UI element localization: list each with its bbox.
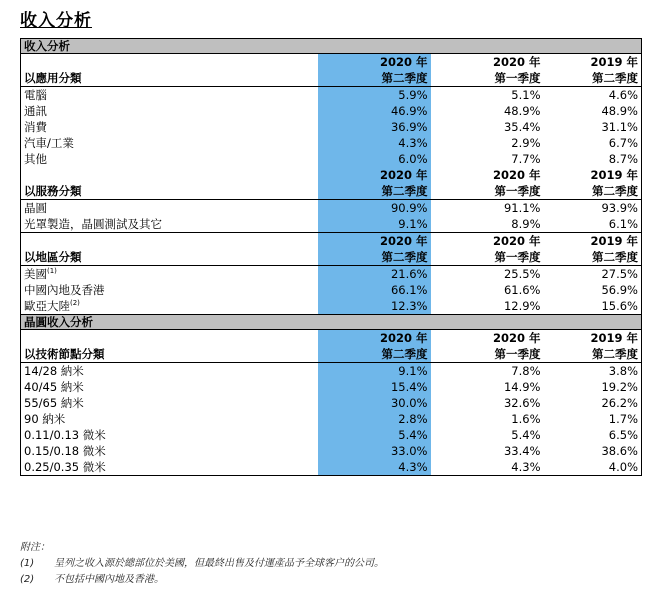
value-cell: 6.0% [318, 151, 431, 167]
table-row [21, 411, 642, 427]
value-cell: 5.4% [511, 428, 541, 442]
row-label [21, 379, 318, 395]
row-label [21, 395, 318, 411]
table-row [21, 216, 642, 233]
value-cell: 6.7% [544, 135, 642, 151]
value-cell: 3.8% [544, 363, 642, 380]
row-label [21, 216, 318, 233]
period-header-row [21, 167, 642, 183]
row-label [21, 282, 318, 298]
value-cell: 4.3% [431, 459, 544, 476]
value-cell: 15.6% [544, 298, 642, 315]
footnotes-heading: 附注： [20, 542, 50, 553]
value-cell: 5.4% [318, 427, 431, 443]
value-cell: 8.7% [544, 151, 642, 167]
row-label [21, 298, 318, 315]
value-cell: 15.4% [318, 379, 431, 395]
page-title: 收入分析 [20, 11, 92, 31]
period-quarter: 第二季度 [544, 346, 642, 363]
value-cell: 4.3% [318, 135, 431, 151]
value-cell: 4.6% [544, 87, 642, 104]
section-header-revenue [21, 39, 642, 54]
period-year: 2020 年 [318, 167, 431, 183]
period-year: 2020 年 [492, 331, 541, 345]
section-header-label: 收入分析 [21, 39, 642, 54]
period-header-row [21, 346, 642, 363]
row-label [21, 151, 318, 167]
row-label [21, 363, 318, 380]
table-row [21, 459, 642, 476]
row-label-text: 0.25/0.35 微米 [24, 460, 106, 474]
period-quarter: 第一季度 [431, 70, 544, 87]
value-cell: 9.1% [318, 216, 431, 233]
row-label-text: 55/65 納米 [24, 396, 84, 410]
value-cell: 7.7% [511, 152, 541, 166]
footnote-mark: (2) [20, 574, 35, 585]
value-cell: 12.9% [431, 298, 544, 315]
value-cell: 14.9% [503, 380, 541, 394]
period-quarter: 第一季度 [431, 249, 544, 266]
row-label-text: 中國內地及香港 [24, 283, 105, 297]
row-label-text: 其他 [24, 152, 47, 166]
section-header-wafer [21, 315, 642, 330]
table-row [21, 151, 642, 167]
table-row [21, 379, 642, 395]
empty-cell [21, 233, 318, 250]
value-cell: 2.9% [511, 136, 541, 150]
period-header-row [21, 183, 642, 200]
footnote-mark: (1) [20, 558, 35, 569]
period-quarter: 第二季度 [544, 249, 642, 266]
row-label [21, 87, 318, 104]
period-year: 2019 年 [544, 233, 642, 250]
value-cell: 91.1% [503, 201, 541, 215]
row-label-text: 90 納米 [24, 412, 66, 426]
value-cell: 33.4% [503, 444, 541, 458]
period-quarter: 第二季度 [318, 70, 431, 87]
value-cell: 36.9% [318, 119, 431, 135]
value-cell: 66.1% [318, 282, 431, 298]
table-row [21, 443, 642, 459]
period-year: 2020 年 [492, 168, 541, 182]
value-cell: 8.9% [431, 216, 544, 233]
group-label: 以服務分類 [21, 183, 318, 200]
row-label-text: 40/45 納米 [24, 380, 84, 394]
value-cell: 61.6% [503, 283, 541, 297]
value-cell: 56.9% [544, 282, 642, 298]
row-label [21, 266, 318, 283]
footnotes [20, 540, 384, 588]
table-row [21, 427, 642, 443]
value-cell: 2.8% [318, 411, 431, 427]
table-row [21, 200, 642, 217]
table-row [21, 395, 642, 411]
row-label-text: 汽車/工業 [24, 136, 74, 150]
value-cell: 19.2% [544, 379, 642, 395]
value-cell: 38.6% [544, 443, 642, 459]
row-label-text: 晶圓 [24, 201, 47, 215]
period-quarter: 第二季度 [318, 183, 431, 200]
row-label-text: 0.11/0.13 微米 [24, 428, 106, 442]
row-label-text: 光罩製造，晶圓測試及其它 [24, 217, 162, 231]
value-cell: 1.7% [544, 411, 642, 427]
footnote-text: 呈列之收入源於總部位於美國，但最終出售及付運產品予全球客户的公司。 [54, 558, 384, 569]
row-label [21, 459, 318, 476]
period-quarter: 第二季度 [318, 249, 431, 266]
value-cell: 12.3% [318, 298, 431, 315]
period-header-row [21, 233, 642, 250]
row-label-text: 歐亞大陸 [24, 299, 70, 313]
group-label: 以地區分類 [21, 249, 318, 266]
value-cell: 26.2% [544, 395, 642, 411]
row-label [21, 427, 318, 443]
revenue-table [20, 38, 642, 476]
period-header-row [21, 249, 642, 266]
row-label-text: 0.15/0.18 微米 [24, 444, 106, 458]
value-cell: 48.9% [503, 104, 541, 118]
value-cell: 5.1% [511, 88, 541, 102]
value-cell: 93.9% [544, 200, 642, 217]
value-cell: 6.1% [544, 216, 642, 233]
revenue-table-container [20, 38, 641, 476]
period-year: 2019 年 [544, 330, 642, 347]
table-row [21, 135, 642, 151]
period-year: 2019 年 [544, 54, 642, 71]
value-cell: 30.0% [318, 395, 431, 411]
value-cell: 4.0% [544, 459, 642, 476]
value-cell: 35.4% [503, 120, 541, 134]
empty-cell [21, 54, 318, 71]
footnote-1 [20, 556, 384, 572]
value-cell: 31.1% [544, 119, 642, 135]
table-row [21, 266, 642, 283]
row-label [21, 411, 318, 427]
footnote-2 [20, 572, 384, 588]
row-label-text: 電腦 [24, 88, 47, 102]
period-quarter: 第一季度 [431, 183, 544, 200]
period-quarter: 第二季度 [318, 346, 431, 363]
value-cell: 5.9% [318, 87, 431, 104]
period-quarter: 第二季度 [544, 183, 642, 200]
value-cell: 33.0% [318, 443, 431, 459]
group-label: 以應用分類 [21, 70, 318, 87]
value-cell: 25.5% [503, 267, 541, 281]
table-row [21, 282, 642, 298]
row-label [21, 119, 318, 135]
value-cell: 9.1% [318, 363, 431, 380]
footnote-ref: (1) [47, 267, 57, 275]
row-label [21, 443, 318, 459]
section-header-label: 晶圓收入分析 [21, 315, 642, 330]
value-cell: 90.9% [318, 200, 431, 217]
row-label-text: 14/28 納米 [24, 364, 84, 378]
table-row [21, 363, 642, 380]
table-row [21, 103, 642, 119]
value-cell: 48.9% [544, 103, 642, 119]
empty-cell [21, 167, 318, 183]
value-cell: 21.6% [318, 266, 431, 283]
value-cell: 46.9% [318, 103, 431, 119]
row-label-text: 美國 [24, 267, 47, 281]
period-year: 2020 年 [318, 233, 431, 250]
period-header-row [21, 54, 642, 71]
row-label [21, 135, 318, 151]
row-label [21, 103, 318, 119]
value-cell: 1.6% [511, 412, 541, 426]
period-header-row [21, 330, 642, 347]
period-year: 2020 年 [492, 234, 541, 248]
table-row [21, 87, 642, 104]
period-year: 2020 年 [492, 55, 541, 69]
row-label-text: 通訊 [24, 104, 47, 118]
period-header-row [21, 70, 642, 87]
footnote-text: 不包括中國內地及香港。 [54, 574, 164, 585]
value-cell: 6.5% [544, 427, 642, 443]
period-year: 2019 年 [544, 167, 642, 183]
group-label: 以技術節點分類 [21, 346, 318, 363]
value-cell: 7.8% [511, 364, 541, 378]
period-year: 2020 年 [318, 330, 431, 347]
value-cell: 4.3% [318, 459, 431, 476]
empty-cell [21, 330, 318, 347]
value-cell: 32.6% [503, 396, 541, 410]
row-label [21, 200, 318, 217]
value-cell: 27.5% [544, 266, 642, 283]
row-label-text: 消費 [24, 120, 47, 134]
table-row [21, 119, 642, 135]
footnote-ref: (2) [70, 299, 80, 307]
table-row [21, 298, 642, 315]
period-quarter: 第二季度 [544, 70, 642, 87]
period-year: 2020 年 [318, 54, 431, 71]
period-quarter: 第一季度 [431, 346, 544, 363]
